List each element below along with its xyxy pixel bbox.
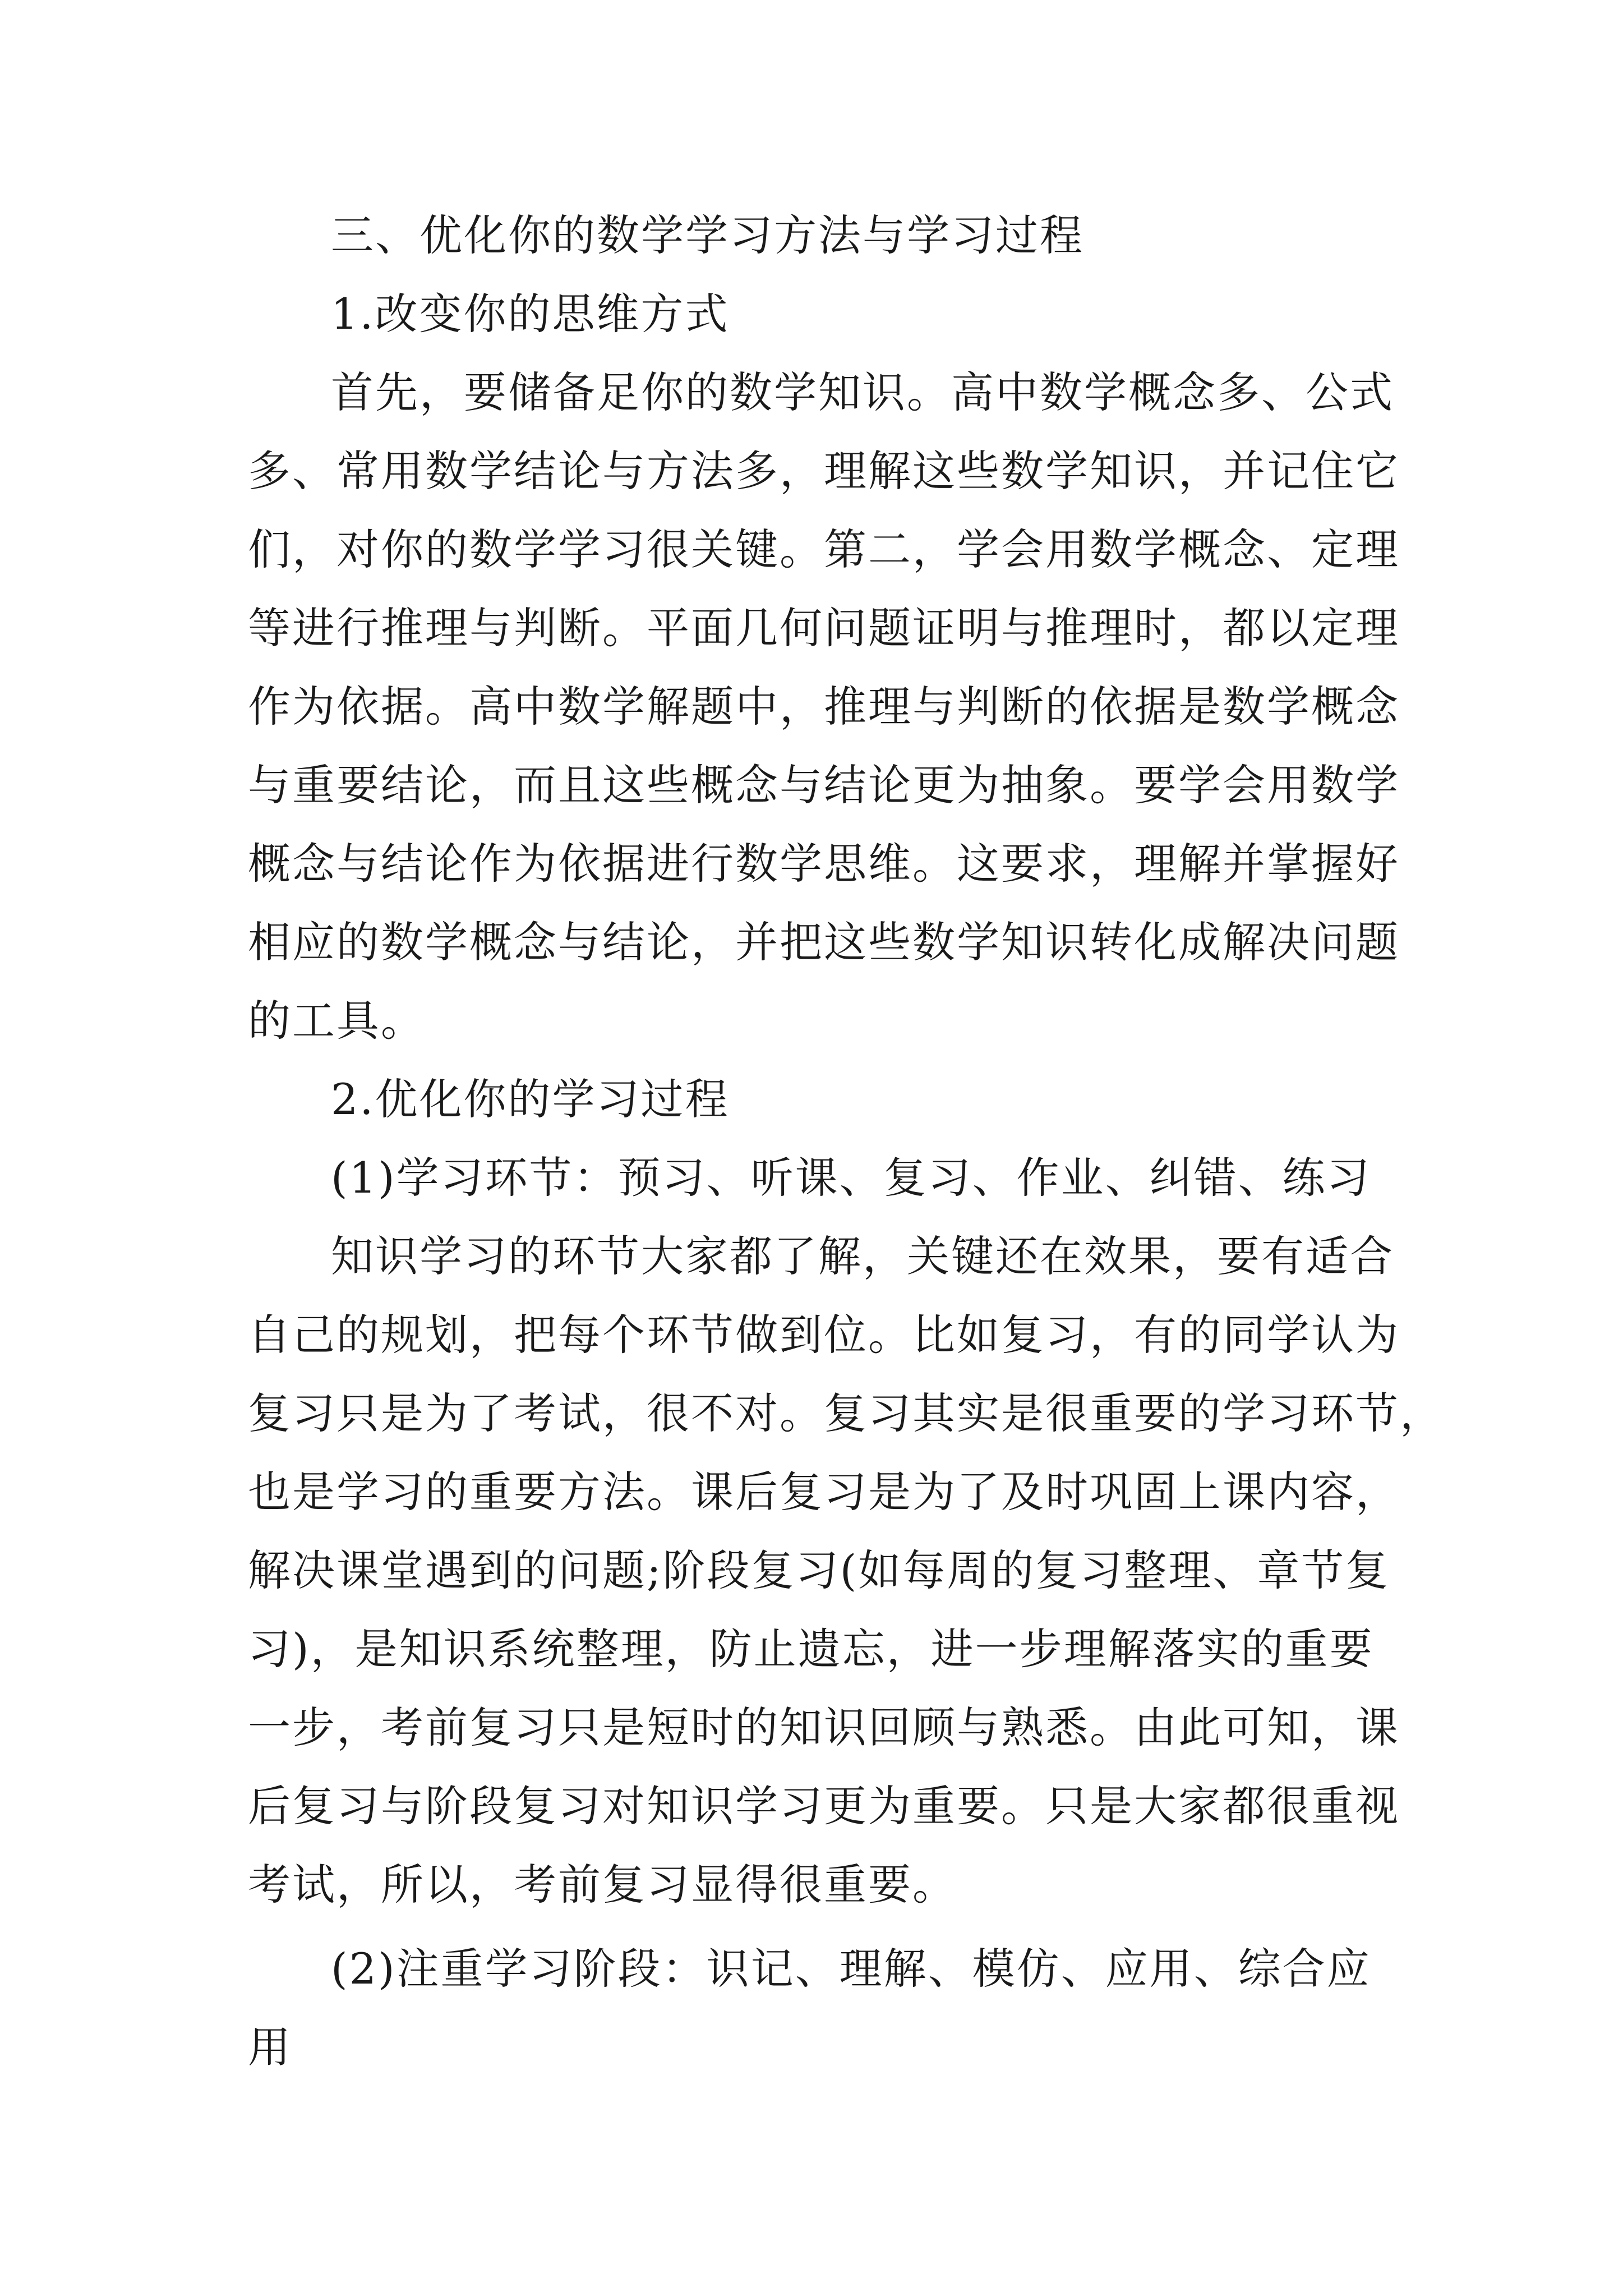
- paragraph-line: 的工具。: [248, 996, 425, 1046]
- paragraph-line: 首先，要储备足你的数学知识。高中数学概念多、公式: [331, 367, 1394, 417]
- paragraph-line: 习)，是知识系统整理，防止遗忘，进一步理解落实的重要: [248, 1624, 1374, 1674]
- paragraph-line: 知识学习的环节大家都了解，关键还在效果，要有适合: [331, 1231, 1394, 1281]
- subsection-title-2: 2.优化你的学习过程: [331, 1074, 730, 1124]
- paragraph-line: 概念与结论作为依据进行数学思维。这要求，理解并掌握好: [248, 839, 1400, 889]
- paragraph-line: 一步，考前复习只是短时的知识回顾与熟悉。由此可知，课: [248, 1703, 1400, 1752]
- paragraph-line: 相应的数学概念与结论，并把这些数学知识转化成解决问题: [248, 917, 1400, 967]
- paragraph-line: 考试，所以，考前复习显得很重要。: [248, 1860, 957, 1910]
- paragraph-line: 等进行推理与判断。平面几何问题证明与推理时，都以定理: [248, 603, 1400, 653]
- item-title-2: (2)注重学习阶段：识记、理解、模仿、应用、综合应: [331, 1944, 1371, 1994]
- paragraph-line: 自己的规划，把每个环节做到位。比如复习，有的同学认为: [248, 1310, 1400, 1360]
- paragraph-line: 后复习与阶段复习对知识学习更为重要。只是大家都很重视: [248, 1781, 1400, 1831]
- item-title-1: (1)学习环节：预习、听课、复习、作业、纠错、练习: [331, 1153, 1371, 1203]
- paragraph-line: 多、常用数学结论与方法多，理解这些数学知识，并记住它: [248, 446, 1400, 496]
- section-heading: 三、优化你的数学学习方法与学习过程: [331, 210, 1084, 260]
- paragraph-line: 与重要结论，而且这些概念与结论更为抽象。要学会用数学: [248, 760, 1400, 810]
- subsection-title-1: 1.改变你的思维方式: [331, 289, 730, 339]
- paragraph-line: 复习只是为了考试，很不对。复习其实是很重要的学习环节，: [248, 1388, 1444, 1438]
- paragraph-line: 解决课堂遇到的问题;阶段复习(如每周的复习整理、章节复: [248, 1545, 1390, 1595]
- paragraph-line: 作为依据。高中数学解题中，推理与判断的依据是数学概念: [248, 682, 1400, 731]
- item-title-2-continuation: 用: [248, 2022, 292, 2072]
- paragraph-line: 们，对你的数学学习很关键。第二，学会用数学概念、定理: [248, 524, 1400, 574]
- paragraph-line: 也是学习的重要方法。课后复习是为了及时巩固上课内容，: [248, 1467, 1400, 1517]
